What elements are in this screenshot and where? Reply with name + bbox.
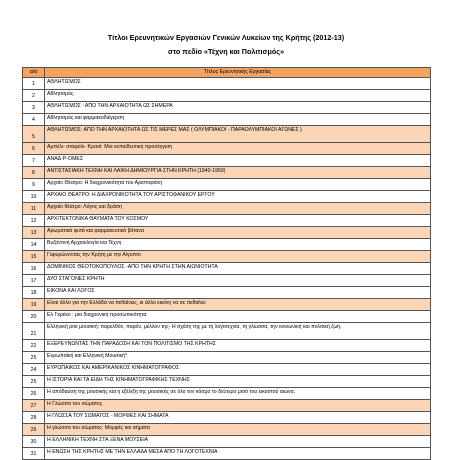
row-number: 22 xyxy=(23,340,45,352)
table-body xyxy=(23,78,431,460)
table-row xyxy=(23,424,431,436)
row-number: 17 xyxy=(23,275,45,287)
row-title: Αθλητισμός xyxy=(45,90,431,102)
row-title: Αθλητισμός και φαρμακοδιέγερση xyxy=(45,114,431,126)
table-row xyxy=(23,299,431,311)
row-number: 26 xyxy=(23,388,45,400)
row-title: Ευρωπαϊκή και Ελληνική Μουσική* xyxy=(45,352,431,364)
row-number: 16 xyxy=(23,263,45,275)
table-row xyxy=(23,364,431,376)
row-number: 7 xyxy=(23,155,45,167)
row-title: ΕΞΕΡΕΥΝΩΝΤΑΣ ΤΗΝ ΠΑΡΑΔΟΣΗ ΚΑΙ ΤΟΝ ΠΟΛΙΤΙΣΜΟ ΤΗΣ ΚΡΗΤΗΣ xyxy=(45,340,431,352)
row-number: 2 xyxy=(23,90,45,102)
row-title: Η ΕΝΩΣΗ ΤΗΣ ΚΡΗΤΗΣ ΜΕ ΤΗΝ ΕΛΛΑΔΑ ΜΕΣΑ ΑΠΟ ΤΗ ΛΟΓΟΤΕΧΝΙΑ xyxy=(45,448,431,460)
row-title: ΑΘΛΗΤΙΣΜΟΣ: ΑΠΟ ΤΗΝ ΑΡΧΑΙΟΤΗΤΑ ΩΣ ΤΙΣ ΜΕΡΕΣ ΜΑΣ ( ΟΛΥΜΠΙΑΚΟΙ - ΠΑΡΑΟΛΥΜΠΙΑΚΟΙ ΑΓΩΝΕΣ ) xyxy=(45,126,431,143)
row-title: Η ΕΛΛΗΝΙΚΗ ΤΕΧΝΗ ΣΤΑ ΞΕΝΑ ΜΟΥΣΕΙΑ xyxy=(45,436,431,448)
row-title: ΑΘΛΗΤΙΣΜΟΣ : ΑΠΟ ΤΗΝ ΑΡΧΑΙΟΤΗΤΑ ΩΣ ΣΗΜΕΡΑ xyxy=(45,102,431,114)
row-number: 13 xyxy=(23,227,45,239)
table-row xyxy=(23,412,431,424)
row-title: Η γλώσσα του σώματος: Μορφές και σήματα xyxy=(45,424,431,436)
row-title: ΑΘΛΗΤΙΣΜΟΣ xyxy=(45,78,431,90)
table-row xyxy=(23,215,431,227)
row-title: Βυζαντινή Αρχαιολογία και Τέχνη xyxy=(45,239,431,251)
table-row xyxy=(23,323,431,340)
table-row xyxy=(23,227,431,239)
table-row xyxy=(23,203,431,215)
table-row xyxy=(23,311,431,323)
row-title: Γεφυρώνοντας την Κρήτη με την Αίγυπτο xyxy=(45,251,431,263)
table-row xyxy=(23,102,431,114)
table-row xyxy=(23,400,431,412)
row-number: 20 xyxy=(23,311,45,323)
row-number: 3 xyxy=(23,102,45,114)
row-number: 9 xyxy=(23,179,45,191)
row-title: ΑΝΤΙΣΤΑΣΙΑΚΗ ΤΕΧΝΗ ΚΑΙ ΛΑΙΚΗ ΔΗΜΙΟΥΡΓΙΑ ΣΤΗΝ ΚΡΗΤΗ (1940-1950) xyxy=(45,167,431,179)
row-number: 27 xyxy=(23,400,45,412)
document-subtitle: στο πεδίο «Τέχνη και Πολιτισμός» xyxy=(168,47,284,56)
row-title: Η απόδαυση της μουσικής και η εξέλιξη της μουσικής σε όλο τον κόσμο το δεύτερο μισό του εικοστού αιώνα. xyxy=(45,388,431,400)
row-number: 5 xyxy=(23,126,45,143)
table-row xyxy=(23,78,431,90)
row-number: 15 xyxy=(23,251,45,263)
row-title: Ελ Γκρέκο : μια διαχρονική προσωπικότητα xyxy=(45,311,431,323)
row-title: Ελληνική ροκ μουσική: παρελθόν, παρόν, μέλλον της- Η σχέση της με τη λογοτεχνία, τη γλώσσα, την κοινωνική και πολιτική ζωή. xyxy=(45,323,431,340)
table-row xyxy=(23,126,431,143)
table-row xyxy=(23,263,431,275)
row-title: Αρωματικά φυτά και φαρμακευτικά βότανα xyxy=(45,227,431,239)
row-number: 4 xyxy=(23,114,45,126)
row-number: 18 xyxy=(23,287,45,299)
row-number: 21 xyxy=(23,323,45,340)
header-title: Τίτλος Ερευνητικής Εργασίας xyxy=(45,68,431,78)
row-title: ΕΥΡΩΠΑΙΚΟΣ ΚΑΙ ΑΜΕΡΙΚΑΝΙΚΟΣ ΚΙΝΗΜΑΤΟΓΡΑΦΟΣ xyxy=(45,364,431,376)
row-number: 12 xyxy=(23,215,45,227)
row-title: ΔΥΟ ΣΤΑΓΟΝΕΣ ΚΡΗΤΗ xyxy=(45,275,431,287)
table-row xyxy=(23,179,431,191)
table-row xyxy=(23,191,431,203)
row-title: Η ΓΛΩΣΣΑ ΤΟΥ ΣΩΜΑΤΟΣ - ΜΟΡΦΕΣ ΚΑΙ ΣΗΜΑΤΑ xyxy=(45,412,431,424)
table-row xyxy=(23,114,431,126)
row-number: 25 xyxy=(23,376,45,388)
row-title: ΑΡΧΑΙΟ ΘΕΑΤΡΟ: Η ΔΙΑΧΡΟΝΙΚΟΤΗΤΑ ΤΟΥ ΑΡΙΣΤΟΦΑΝΙΚΟΥ ΕΡΓΟΥ xyxy=(45,191,431,203)
row-title: Η Γλώσσα του σώματος xyxy=(45,400,431,412)
row-title: ΑΝΑΔ-Ρ-ΟΜΕΣ xyxy=(45,155,431,167)
row-number: 31 xyxy=(23,448,45,460)
table-row xyxy=(23,275,431,287)
table-row xyxy=(23,287,431,299)
row-number: 29 xyxy=(23,424,45,436)
row-title: ΔΟΜΙΝΙΚΟΣ ΘΕΟΤΟΚΟΠΟΥΛΟΣ -ΑΠΟ ΤΗΝ ΚΡΗΤΗ ΣΤΗΝ ΑΙΩΝΙΟΤΗΤΑ xyxy=(45,263,431,275)
row-title: Αμπέλι- σταφύλι- Κρασί: Μια εκπαιδευτική προσέγγιση xyxy=(45,143,431,155)
table-row xyxy=(23,143,431,155)
row-number: 1 xyxy=(23,78,45,90)
row-title: Είναι άλλο για την Ελλάδα να πεθαίνεις, κι άλλο εκείνη να σε πεθαίνει xyxy=(45,299,431,311)
row-number: 8 xyxy=(23,167,45,179)
row-number: 10 xyxy=(23,191,45,203)
row-title: Αρχαίο Θέατρο: Η διαχρονικότητα του Αριστοφάνη xyxy=(45,179,431,191)
table-header-row xyxy=(23,68,431,78)
row-number: 24 xyxy=(23,364,45,376)
table-row xyxy=(23,376,431,388)
table-row xyxy=(23,352,431,364)
table-row xyxy=(23,239,431,251)
row-title: Η ΙΣΤΟΡΙΑ ΚΑΙ ΤΑ ΕΙΔΗ ΤΗΣ ΚΙΝΗΜΑΤΟΓΡΑΦΙΚΗΣ ΤΕΧΝΗΣ xyxy=(45,376,431,388)
row-number: 28 xyxy=(23,412,45,424)
row-title: ΕΙΚΟΝΑ ΚΑΙ ΛΟΓΟΣ xyxy=(45,287,431,299)
row-number: 14 xyxy=(23,239,45,251)
row-number: 6 xyxy=(23,143,45,155)
table-row xyxy=(23,155,431,167)
document-title: Τίτλοι Ερευνητικών Εργασιών Γενικών Λυκείων της Κρήτης (2012-13) xyxy=(107,33,345,42)
projects-table xyxy=(22,67,431,460)
table-row xyxy=(23,448,431,460)
table-row xyxy=(23,388,431,400)
row-number: 25 xyxy=(23,352,45,364)
row-number: 11 xyxy=(23,203,45,215)
table-row xyxy=(23,436,431,448)
table-row xyxy=(23,90,431,102)
header-num: α/α xyxy=(23,68,45,78)
table-row xyxy=(23,340,431,352)
row-title: ΑΡΧΙΤΕΚΤΟΝΙΚΑ ΘΑΥΜΑΤΑ ΤΟΥ ΚΟΣΜΟΥ xyxy=(45,215,431,227)
row-number: 19 xyxy=(23,299,45,311)
table-row xyxy=(23,167,431,179)
table-row xyxy=(23,251,431,263)
row-number: 30 xyxy=(23,436,45,448)
row-title: Αρχαίο θέατρο: Λόγος και δράση xyxy=(45,203,431,215)
